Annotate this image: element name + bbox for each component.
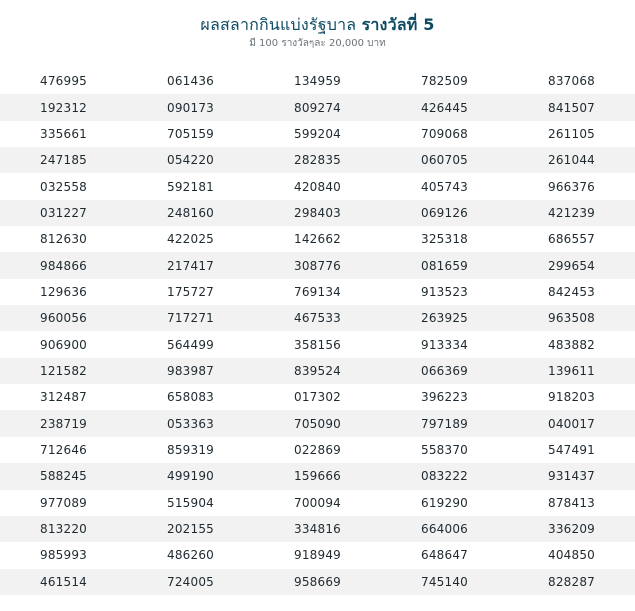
winning-number: 312487 xyxy=(39,390,87,405)
winning-number: 486260 xyxy=(166,548,214,563)
winning-number: 797189 xyxy=(420,416,468,431)
winning-number: 564499 xyxy=(166,337,214,352)
winning-number: 483882 xyxy=(547,337,595,352)
winning-number: 841507 xyxy=(547,100,595,115)
winning-number: 709068 xyxy=(420,126,468,141)
winning-number: 913523 xyxy=(420,284,468,299)
winning-number: 769134 xyxy=(293,284,341,299)
number-row xyxy=(0,358,635,384)
winning-number: 159666 xyxy=(293,469,341,484)
title-prize-name: รางวัลที่ 5 xyxy=(361,15,435,34)
winning-number: 032558 xyxy=(39,179,87,194)
title-prefix: ผลสลากกินแบ่งรัฐบาล xyxy=(200,15,362,34)
winning-number: 282835 xyxy=(293,153,341,168)
winning-number: 592181 xyxy=(166,179,214,194)
winning-number: 053363 xyxy=(166,416,214,431)
winning-number: 040017 xyxy=(547,416,595,431)
winning-number: 061436 xyxy=(166,74,214,89)
prize-number-grid xyxy=(0,68,635,595)
winning-number: 192312 xyxy=(39,100,87,115)
winning-number: 724005 xyxy=(166,574,214,589)
winning-number: 421239 xyxy=(547,205,595,220)
winning-number: 837068 xyxy=(547,74,595,89)
number-row xyxy=(0,121,635,147)
winning-number: 859319 xyxy=(166,442,214,457)
number-row xyxy=(0,279,635,305)
winning-number: 248160 xyxy=(166,205,214,220)
winning-number: 599204 xyxy=(293,126,341,141)
winning-number: 017302 xyxy=(293,390,341,405)
winning-number: 985993 xyxy=(39,548,87,563)
winning-number: 129636 xyxy=(39,284,87,299)
winning-number: 813220 xyxy=(39,522,87,537)
number-row xyxy=(0,173,635,199)
winning-number: 261044 xyxy=(547,153,595,168)
winning-number: 648647 xyxy=(420,548,468,563)
number-row xyxy=(0,226,635,252)
number-row xyxy=(0,437,635,463)
winning-number: 325318 xyxy=(420,232,468,247)
winning-number: 396223 xyxy=(420,390,468,405)
winning-number: 090173 xyxy=(166,100,214,115)
winning-number: 022869 xyxy=(293,442,341,457)
winning-number: 422025 xyxy=(166,232,214,247)
winning-number: 664006 xyxy=(420,522,468,537)
winning-number: 299654 xyxy=(547,258,595,273)
number-row xyxy=(0,68,635,94)
winning-number: 083222 xyxy=(420,469,468,484)
winning-number: 658083 xyxy=(166,390,214,405)
winning-number: 963508 xyxy=(547,311,595,326)
winning-number: 476995 xyxy=(39,74,87,89)
winning-number: 054220 xyxy=(166,153,214,168)
winning-number: 839524 xyxy=(293,363,341,378)
winning-number: 812630 xyxy=(39,232,87,247)
winning-number: 238719 xyxy=(39,416,87,431)
winning-number: 175727 xyxy=(166,284,214,299)
winning-number: 358156 xyxy=(293,337,341,352)
winning-number: 958669 xyxy=(293,574,341,589)
winning-number: 878413 xyxy=(547,495,595,510)
winning-number: 960056 xyxy=(39,311,87,326)
winning-number: 426445 xyxy=(420,100,468,115)
number-row xyxy=(0,200,635,226)
number-row xyxy=(0,252,635,278)
winning-number: 217417 xyxy=(166,258,214,273)
winning-number: 717271 xyxy=(166,311,214,326)
winning-number: 263925 xyxy=(420,311,468,326)
winning-number: 308776 xyxy=(293,258,341,273)
winning-number: 984866 xyxy=(39,258,87,273)
winning-number: 918203 xyxy=(547,390,595,405)
winning-number: 031227 xyxy=(39,205,87,220)
winning-number: 405743 xyxy=(420,179,468,194)
number-row xyxy=(0,147,635,173)
winning-number: 918949 xyxy=(293,548,341,563)
winning-number: 558370 xyxy=(420,442,468,457)
winning-number: 069126 xyxy=(420,205,468,220)
winning-number: 966376 xyxy=(547,179,595,194)
winning-number: 705159 xyxy=(166,126,214,141)
winning-number: 060705 xyxy=(420,153,468,168)
winning-number: 081659 xyxy=(420,258,468,273)
winning-number: 139611 xyxy=(547,363,595,378)
prize-header xyxy=(0,0,635,55)
winning-number: 247185 xyxy=(39,153,87,168)
winning-number: 828287 xyxy=(547,574,595,589)
winning-number: 619290 xyxy=(420,495,468,510)
winning-number: 745140 xyxy=(420,574,468,589)
number-row xyxy=(0,94,635,120)
winning-number: 712646 xyxy=(39,442,87,457)
winning-number: 913334 xyxy=(420,337,468,352)
winning-number: 420840 xyxy=(293,179,341,194)
prize-subtitle: มี 100 รางวัลๆละ 20,000 บาท xyxy=(249,38,386,49)
number-row xyxy=(0,569,635,595)
winning-number: 336209 xyxy=(547,522,595,537)
winning-number: 467533 xyxy=(293,311,341,326)
number-row xyxy=(0,305,635,331)
winning-number: 700094 xyxy=(293,495,341,510)
winning-number: 547491 xyxy=(547,442,595,457)
winning-number: 202155 xyxy=(166,522,214,537)
winning-number: 298403 xyxy=(293,205,341,220)
winning-number: 261105 xyxy=(547,126,595,141)
winning-number: 121582 xyxy=(39,363,87,378)
number-row xyxy=(0,516,635,542)
winning-number: 686557 xyxy=(547,232,595,247)
winning-number: 842453 xyxy=(547,284,595,299)
winning-number: 334816 xyxy=(293,522,341,537)
winning-number: 515904 xyxy=(166,495,214,510)
winning-number: 782509 xyxy=(420,74,468,89)
winning-number: 335661 xyxy=(39,126,87,141)
number-row xyxy=(0,490,635,516)
winning-number: 705090 xyxy=(293,416,341,431)
number-row xyxy=(0,410,635,436)
winning-number: 142662 xyxy=(293,232,341,247)
winning-number: 499190 xyxy=(166,469,214,484)
number-row xyxy=(0,384,635,410)
winning-number: 588245 xyxy=(39,469,87,484)
winning-number: 977089 xyxy=(39,495,87,510)
winning-number: 404850 xyxy=(547,548,595,563)
winning-number: 983987 xyxy=(166,363,214,378)
winning-number: 066369 xyxy=(420,363,468,378)
number-row xyxy=(0,463,635,489)
winning-number: 906900 xyxy=(39,337,87,352)
winning-number: 809274 xyxy=(293,100,341,115)
number-row xyxy=(0,331,635,357)
number-row xyxy=(0,542,635,568)
page-title xyxy=(0,15,635,35)
winning-number: 931437 xyxy=(547,469,595,484)
winning-number: 461514 xyxy=(39,574,87,589)
winning-number: 134959 xyxy=(293,74,341,89)
